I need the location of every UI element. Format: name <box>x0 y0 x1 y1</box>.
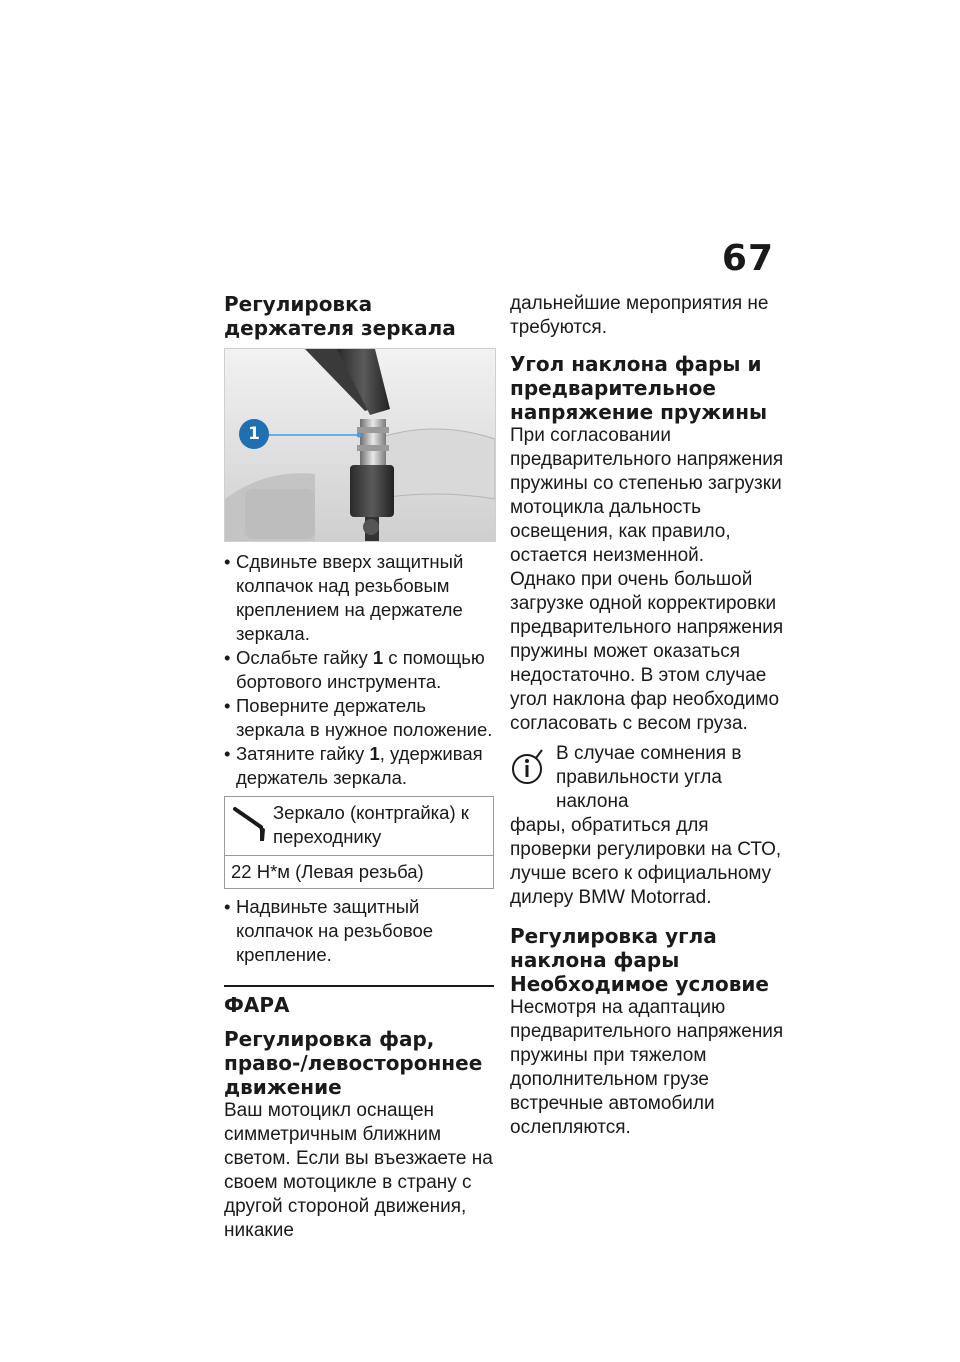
info-note-rest: фары, обратиться для проверки регулировки на СТО, лучше всего к официальному дилеру BMW Motorrad. <box>510 815 782 908</box>
heading-headlight-angle: Регулировка угла наклона фары <box>510 924 717 972</box>
mirror-holder-illustration <box>225 349 495 541</box>
info-note <box>510 742 790 910</box>
heading-mirror-holder: Регулировка держателя зеркала <box>224 292 456 340</box>
mirror-steps-list <box>224 550 494 790</box>
section-divider <box>224 985 494 987</box>
list-item: • Поверните держатель зеркала в нужное положение. <box>224 694 494 742</box>
callout-number: 1 <box>248 424 260 444</box>
torque-label: Зеркало (контргайка) к переходнику <box>273 802 469 847</box>
heading-headlight-traffic: Регулировка фар, право-/левостороннее движение <box>224 1027 483 1099</box>
paragraph-continued: дальнейшие мероприятия не требуются. <box>510 293 769 338</box>
heading-precondition: Необходимое условие <box>510 972 769 996</box>
list-item: • Ослабьте гайку 1 с помощью бортового инструмента. <box>224 646 494 694</box>
page-number: 67 <box>721 238 774 279</box>
heading-headlight-angle-preload: Угол наклона фары и предварительное напряжение пружины <box>510 352 768 424</box>
list-item: • Надвиньте защитный колпачок на резьбовое крепление. <box>224 895 494 967</box>
mirror-final-step <box>224 895 494 967</box>
torque-spec-box <box>224 796 494 889</box>
paragraph-symmetric-beam: Ваш мотоцикл оснащен симметричным ближним светом. Если вы въезжаете на своем мотоцикле в страну с другой стороной движения, никакие <box>224 1100 493 1241</box>
torque-value: 22 Н*м (Левая резьба) <box>231 861 424 882</box>
callout-marker <box>239 419 269 449</box>
list-item: • Затяните гайку 1, удерживая держатель зеркала. <box>224 742 494 790</box>
info-icon <box>510 748 546 790</box>
info-note-first: В случае сомнения в правильности угла наклона <box>556 743 742 812</box>
mirror-holder-photo <box>224 348 496 542</box>
right-column <box>510 292 790 1140</box>
paragraph-precondition: Несмотря на адаптацию предварительного напряжения пружины при тяжелом дополнительном грузе встречные автомобили ослепляются. <box>510 997 784 1138</box>
paragraph-heavy-load: Однако при очень большой загрузке одной корректировки предварительного напряжения пружины может оказаться недостаточно. В этом случае угол наклона фар необходимо согласовать с весом груза. <box>510 569 784 734</box>
left-column <box>224 292 494 1243</box>
paragraph-preload: При согласовании предварительного напряжения пружины со степенью загрузки мотоцикла дальность освещения, как правило, остается неизменной. <box>510 425 784 566</box>
section-title: ФАРА <box>224 993 290 1017</box>
list-item: • Сдвиньте вверх защитный колпачок над резьбовым креплением на держателе зеркала. <box>224 550 494 646</box>
torque-wrench-icon <box>231 801 273 845</box>
